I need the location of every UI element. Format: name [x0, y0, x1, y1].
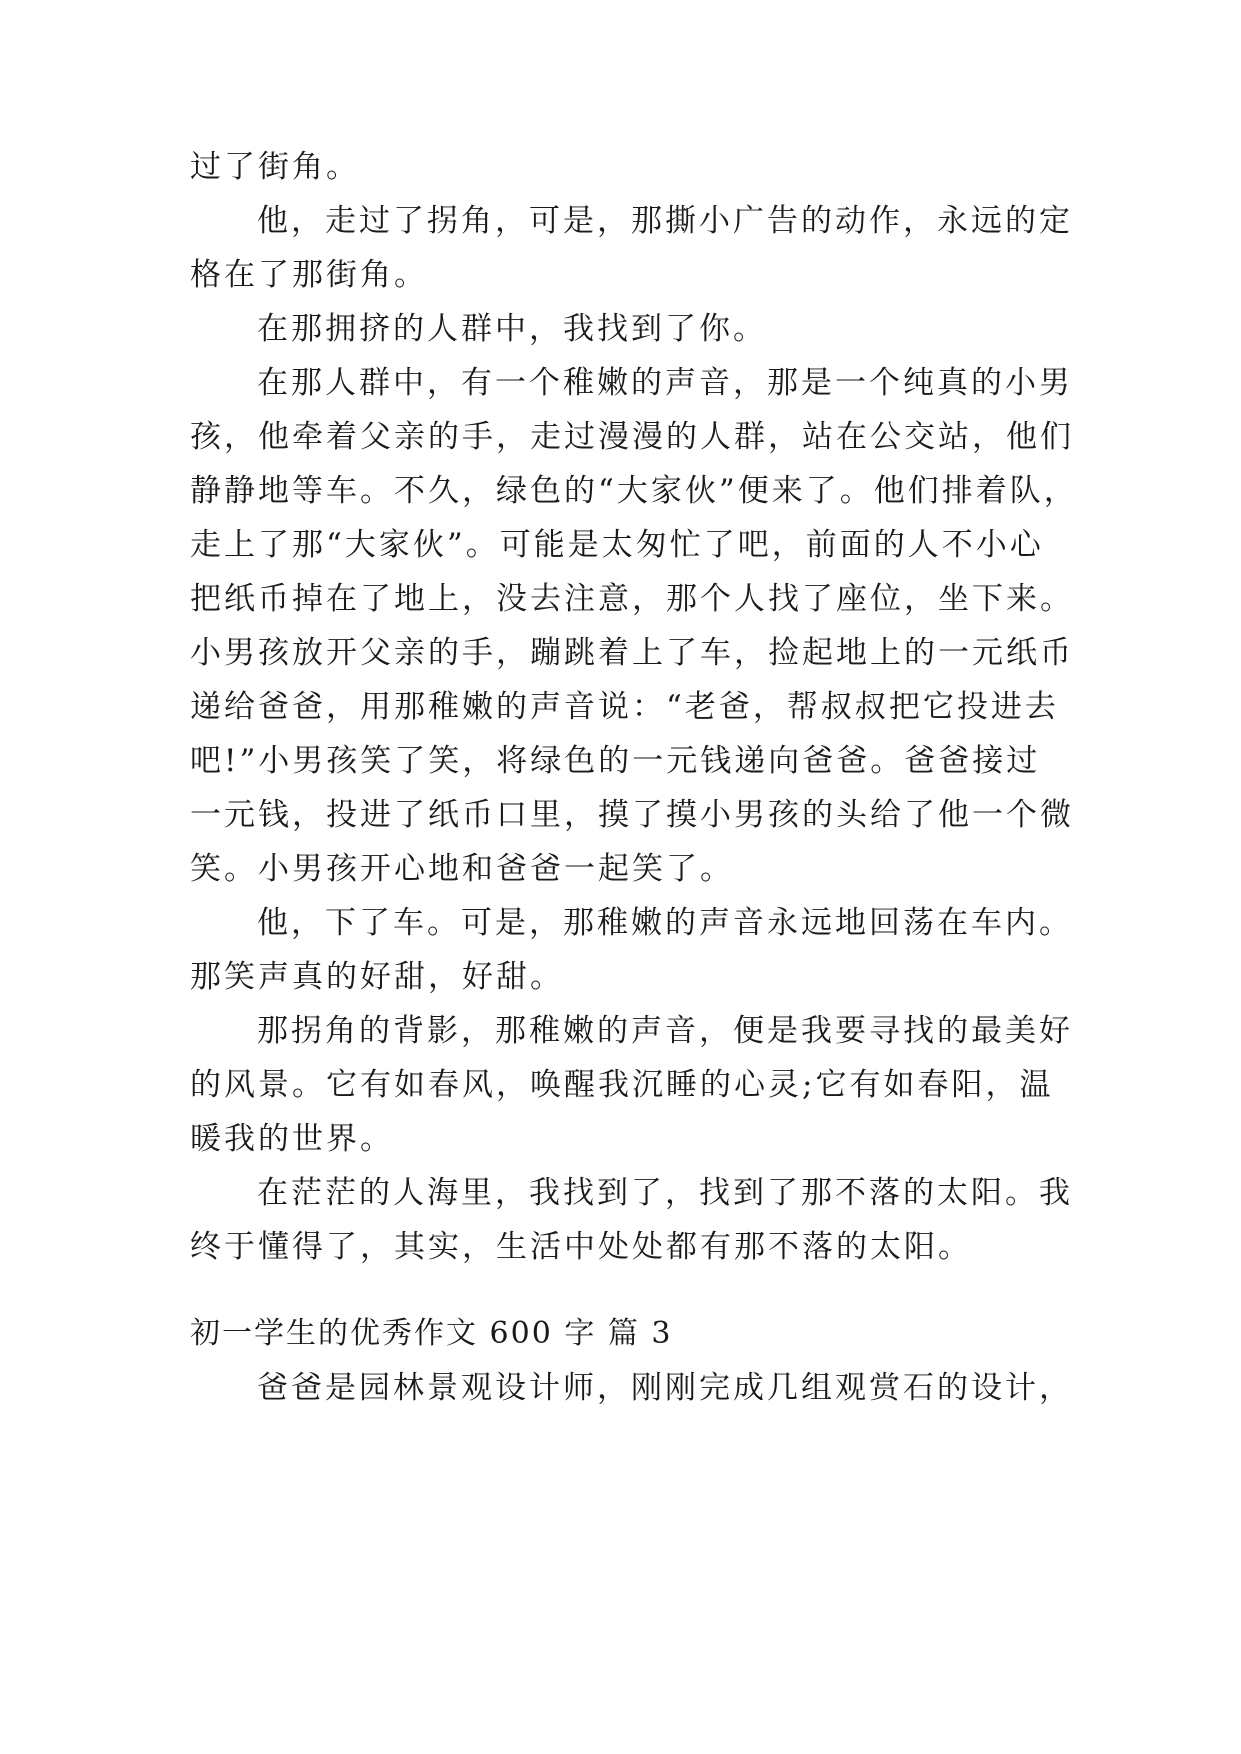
text-line: 吧!”小男孩笑了笑，将绿色的一元钱递向爸爸。爸爸接过: [190, 743, 1041, 779]
text-line: 在茫茫的人海里，我找到了，找到了那不落的太阳。我: [257, 1175, 1073, 1211]
text-line: 一元钱，投进了纸币口里，摸了摸小男孩的头给了他一个微: [190, 797, 1074, 833]
text-line: 过了街角。: [190, 149, 360, 185]
text-line: 他，下了车。可是，那稚嫩的声音永远地回荡在车内。: [257, 905, 1073, 941]
text-line: 静静地等车。不久，绿色的“大家伙”便来了。他们排着队，: [190, 473, 1078, 509]
text-line: 的风景。它有如春风，唤醒我沉睡的心灵;它有如春阳，温: [190, 1067, 1054, 1103]
text-line: 走上了那“大家伙”。可能是太匆忙了吧，前面的人不小心: [190, 527, 1044, 563]
text-line: 他，走过了拐角，可是，那撕小广告的动作，永远的定: [257, 203, 1073, 239]
text-line: 终于懂得了，其实，生活中处处都有那不落的太阳。: [190, 1229, 972, 1265]
text-line: 把纸币掉在了地上，没去注意，那个人找了座位，坐下来。: [190, 581, 1074, 617]
text-line: 那拐角的背影，那稚嫩的声音，便是我要寻找的最美好: [257, 1013, 1073, 1049]
text-line: 格在了那街角。: [190, 257, 428, 293]
text-line: 暖我的世界。: [190, 1121, 394, 1157]
text-line: 笑。小男孩开心地和爸爸一起笑了。: [190, 851, 734, 887]
text-line: 小男孩放开父亲的手，蹦跳着上了车，捡起地上的一元纸币: [190, 635, 1074, 671]
text-line: 在那拥挤的人群中，我找到了你。: [257, 311, 767, 347]
text-line: 那笑声真的好甜，好甜。: [190, 959, 564, 995]
text-line: 爸爸是园林景观设计师，刚刚完成几组观赏石的设计，: [257, 1370, 1073, 1406]
text-line: 递给爸爸，用那稚嫩的声音说：“老爸，帮叔叔把它投进去: [190, 689, 1059, 725]
text-line: 在那人群中，有一个稚嫩的声音，那是一个纯真的小男: [257, 365, 1073, 401]
section-heading: 初一学生的优秀作文 600 字 篇 3: [190, 1316, 673, 1351]
text-line: 孩，他牵着父亲的手，走过漫漫的人群，站在公交站，他们: [190, 419, 1074, 455]
